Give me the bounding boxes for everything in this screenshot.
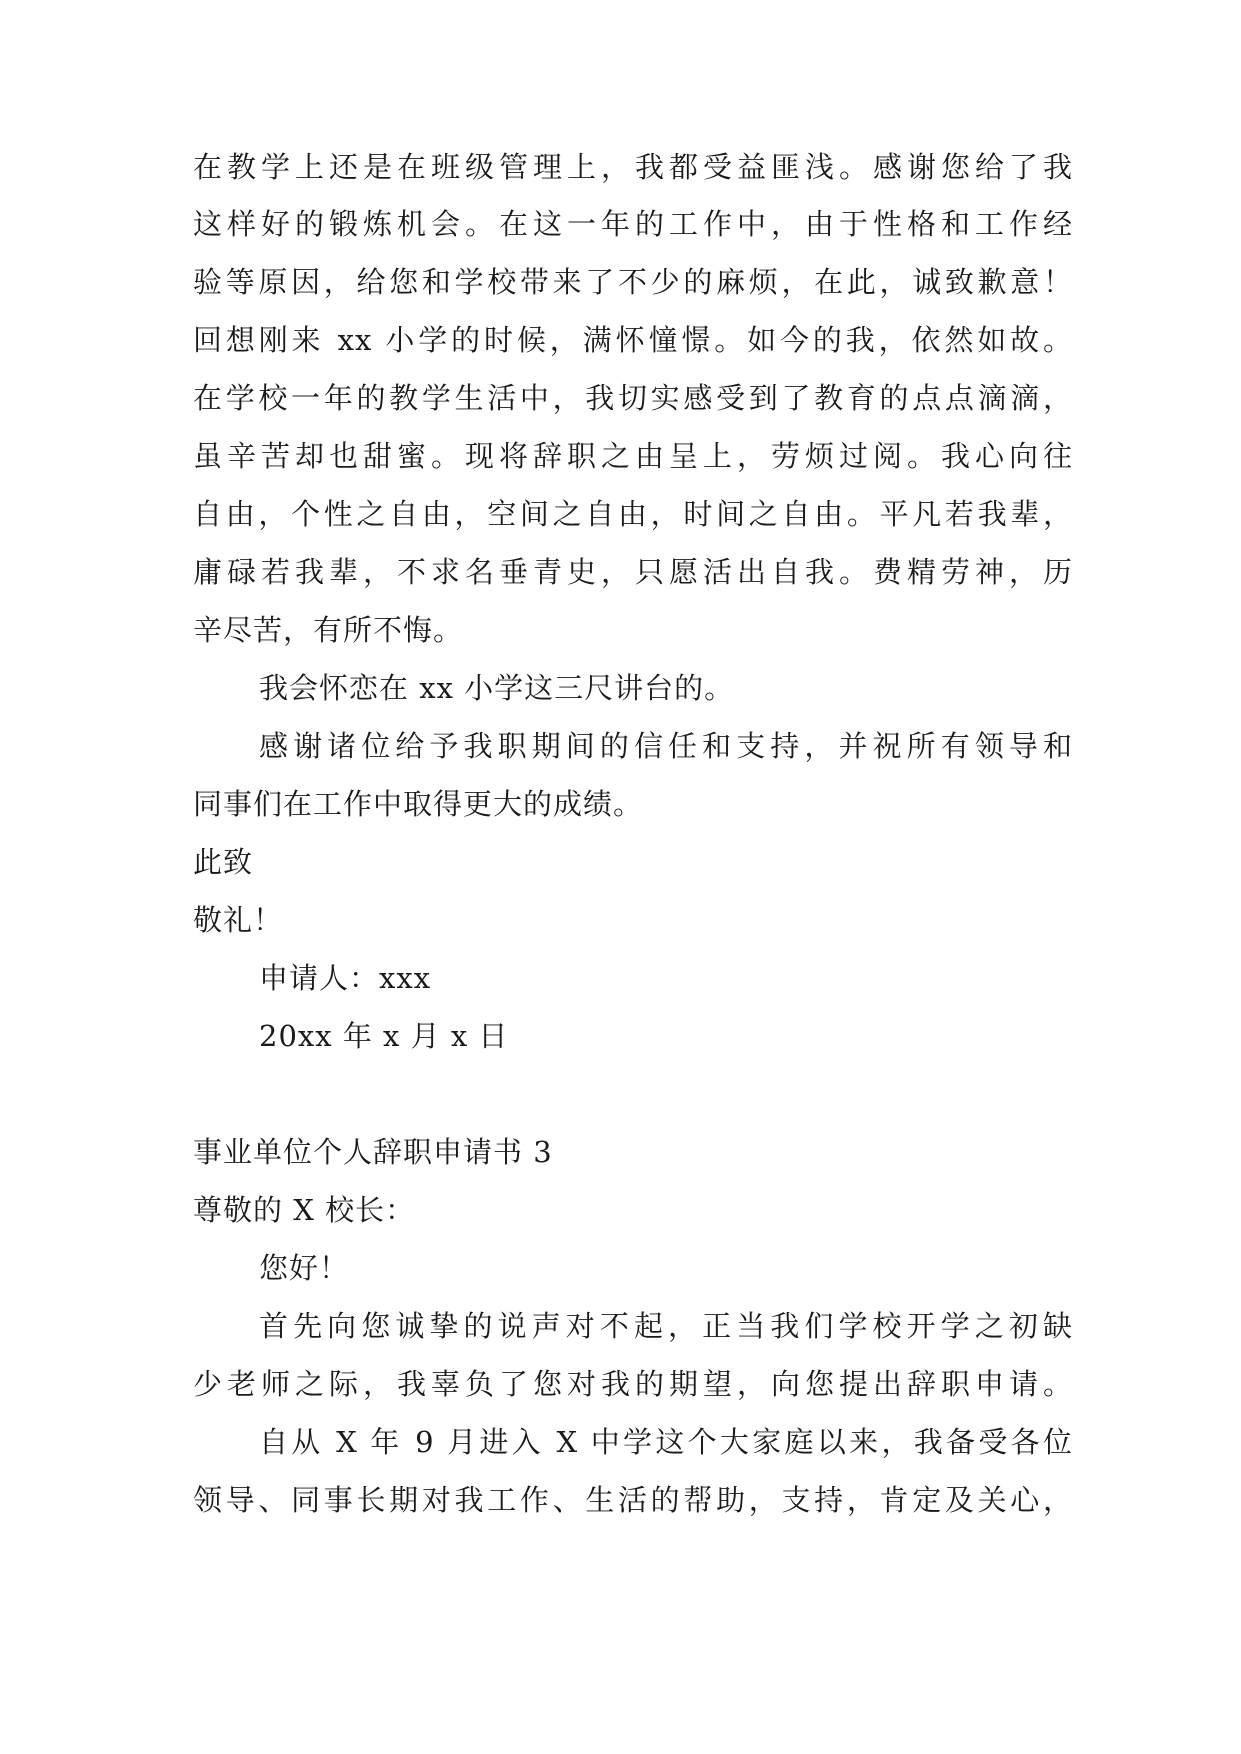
section-title: 事业单位个人辞职申请书 3 [193,1135,553,1169]
applicant-signature: 申请人：xxx [259,961,432,995]
body-line-3: 验等原因，给您和学校带来了不少的麻烦，在此，诚致歉意！ [193,265,1073,299]
para1-line-2: 少老师之际，我辜负了您对我的期望，向您提出辞职申请。 [193,1367,1073,1401]
body-line-9: 辛尽苦，有所不悔。 [193,613,464,647]
body-line-1: 在教学上还是在班级管理上，我都受益匪浅。感谢您给了我 [193,150,1073,184]
greeting: 您好！ [259,1251,350,1285]
thanks-line-1: 感谢诸位给予我职期间的信任和支持，并祝所有领导和 [259,729,1073,763]
body-line-2: 这样好的锻炼机会。在这一年的工作中，由于性格和工作经 [193,207,1073,241]
body-line-5: 在学校一年的教学生活中，我切实感受到了教育的点点滴滴， [193,381,1073,415]
body-line-6: 虽辛苦却也甜蜜。现将辞职之由呈上，劳烦过阅。我心向往 [193,439,1073,473]
thanks-line-2: 同事们在工作中取得更大的成绩。 [193,787,644,821]
body-line-8: 庸碌若我辈，不求名垂青史，只愿活出自我。费精劳神，历 [193,555,1073,589]
letter-date: 20xx 年 x 月 x 日 [259,1019,509,1053]
body-line-7: 自由，个性之自由，空间之自由，时间之自由。平凡若我辈， [193,497,1073,531]
para2-line-2: 领导、同事长期对我工作、生活的帮助，支持，肯定及关心， [193,1483,1073,1517]
miss-line: 我会怀恋在 xx 小学这三尺讲台的。 [259,671,735,705]
closing-cizhi: 此致 [193,845,254,879]
para1-line-1: 首先向您诚挚的说声对不起，正当我们学校开学之初缺 [259,1309,1073,1343]
salutation: 尊敬的 X 校长： [193,1193,416,1227]
body-line-4: 回想刚来 xx 小学的时候，满怀憧憬。如今的我，依然如故。 [193,323,1073,357]
para2-line-1: 自从 X 年 9 月进入 X 中学这个大家庭以来，我备受各位 [259,1425,1073,1459]
closing-jingli: 敬礼！ [193,903,284,937]
